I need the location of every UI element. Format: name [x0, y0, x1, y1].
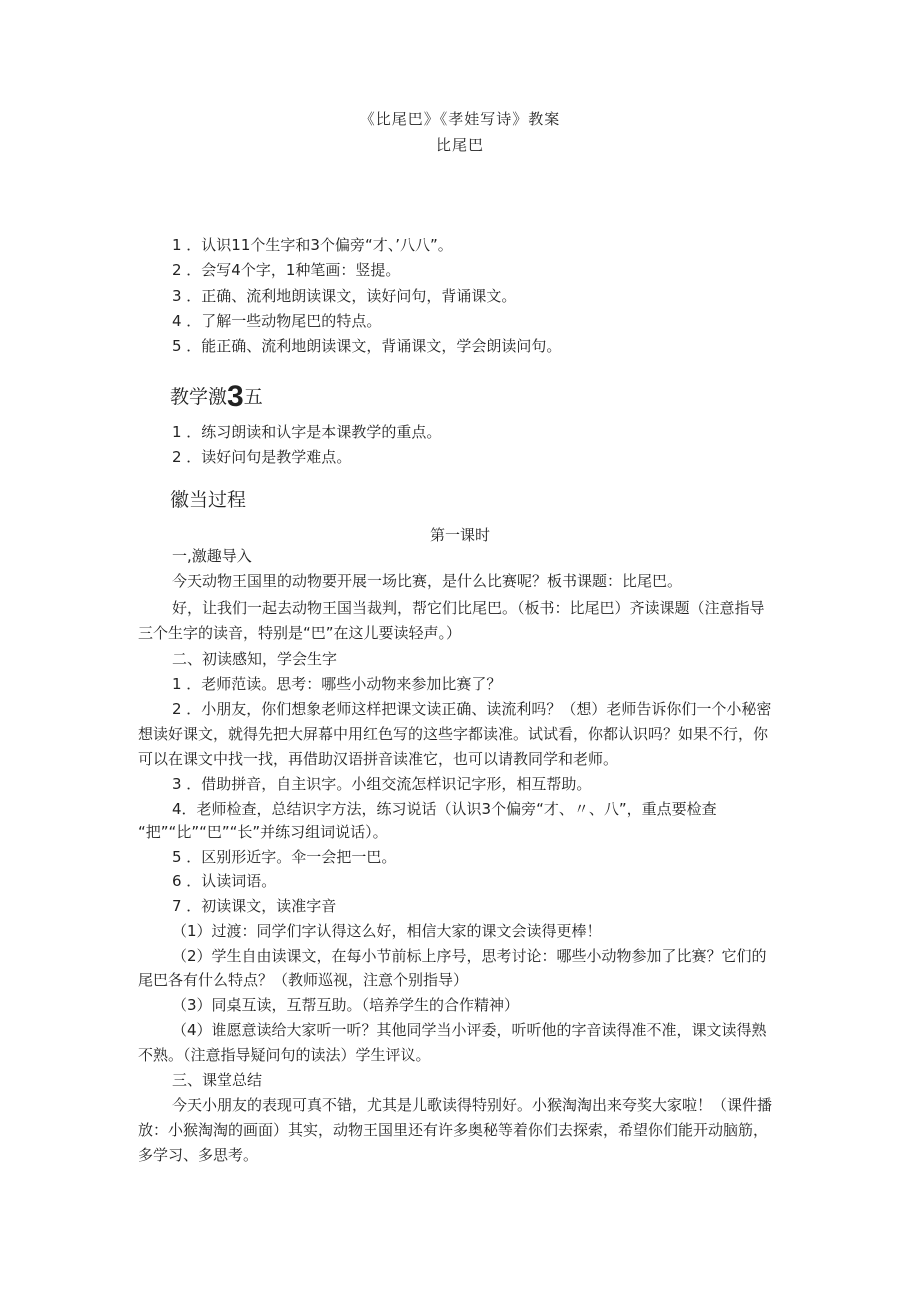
paragraph-line: 4．老师检查，总结识字方法，练习说话（认识3个偏旁“才、〃、八”，重点要检查	[172, 800, 717, 818]
process-heading: 徽当过程	[170, 489, 247, 511]
paragraph-line: 不熟。（注意指导疑问句的读法）学生评议。	[138, 1046, 431, 1064]
paragraph-line: （1）过渡：同学们字认得这么好，相信大家的课文会读得更棒！	[172, 922, 602, 940]
paragraph-line: 多学习、多思考。	[138, 1146, 259, 1164]
paragraph-line: （3）同桌互读，互帮互助。（培养学生的合作精神）	[172, 996, 520, 1014]
paragraph-line: 尾巴各有什么特点？（教师巡视，注意个别指导）	[138, 971, 469, 989]
goal-item: 3 ．正确、流利地朗读课文，读好问句，背诵课文。	[172, 287, 517, 305]
paragraph-line: 7 ．初读课文，读准字音	[172, 897, 337, 915]
paragraph-line: 2 ．小朋友，你们想象老师这样把课文读正确、读流利吗？（想）老师告诉你们一个小秘密	[172, 700, 772, 718]
paragraph-line: 今天小朋友的表现可真不错，尤其是儿歌读得特别好。小猴淘淘出来夸奖大家啦！（课件播	[172, 1096, 773, 1114]
focus-item: 1 ．练习朗读和认字是本课教学的重点。	[172, 423, 442, 441]
paragraph-line: 6 ．认读词语。	[172, 872, 277, 890]
section-heading: 一,激趣导入	[172, 547, 252, 565]
focus-heading	[170, 380, 263, 414]
paragraph-line: 好，让我们一起去动物王国当裁判，帮它们比尾巴。（板书：比尾巴）齐读课题（注意指导	[172, 599, 765, 617]
paragraph-line: （2）学生自由读课文，在每小节前标上序号，思考讨论：哪些小动物参加了比赛？它们的	[172, 947, 767, 965]
paragraph-line: （4）谁愿意读给大家听一听？其他同学当小评委，听听他的字音读得准不准，课文读得熟	[172, 1021, 767, 1039]
focus-heading-text: 教学激	[170, 386, 228, 408]
goal-item: 2 ．会写4个字，1种笔画：竖提。	[172, 261, 401, 279]
focus-heading-number: 3	[227, 380, 244, 413]
paragraph-line: 可以在课文中找一找，再借助汉语拼音读准它，也可以请教同学和老师。	[138, 750, 619, 768]
paragraph-line: 三个生字的读音，特别是“巴”在这儿要读轻声。）	[138, 624, 462, 642]
paragraph-line: 想读好课文，就得先把大屏幕中用红色写的这些字都读准。试试看，你都认识吗？如果不行，你	[138, 725, 769, 743]
focus-item: 2 ．读好问句是教学难点。	[172, 448, 352, 466]
goal-item: 5 ．能正确、流利地朗读课文，背诵课文，学会朗读问句。	[172, 337, 562, 355]
paragraph-line: 3 ．借助拼音，自主识字。小组交流怎样识记字形，相互帮助。	[172, 775, 592, 793]
lesson-title: 第一课时	[429, 526, 490, 544]
paragraph-line: 放：小猴淘淘的画面）其实，动物王国里还有许多奥秘等着你们去探索，希望你们能开动脑筋，	[138, 1121, 769, 1139]
focus-heading-suffix: 五	[243, 386, 263, 408]
goal-item: 1 ．认识11个生字和3个偏旁“才、’八八”。	[172, 236, 453, 254]
paragraph-line: “把”“比”“巴”“长”并练习组词说话）。	[138, 823, 388, 841]
paragraph-line: 1 ．老师范读。思考：哪些小动物来参加比赛了？	[172, 675, 502, 693]
document-subtitle: 比尾巴	[435, 136, 484, 154]
document-title: 《比尾巴》《孝娃写诗》教案	[359, 110, 561, 128]
section-heading: 三、课堂总结	[172, 1071, 263, 1089]
paragraph-line: 5 ．区别形近字。伞一会把一巴。	[172, 848, 397, 866]
section-heading: 二、初读感知，学会生字	[172, 650, 338, 668]
goal-item: 4 ．了解一些动物尾巴的特点。	[172, 312, 382, 330]
paragraph-line: 今天动物王国里的动物要开展一场比赛，是什么比赛呢？板书课题：比尾巴。	[172, 572, 683, 590]
